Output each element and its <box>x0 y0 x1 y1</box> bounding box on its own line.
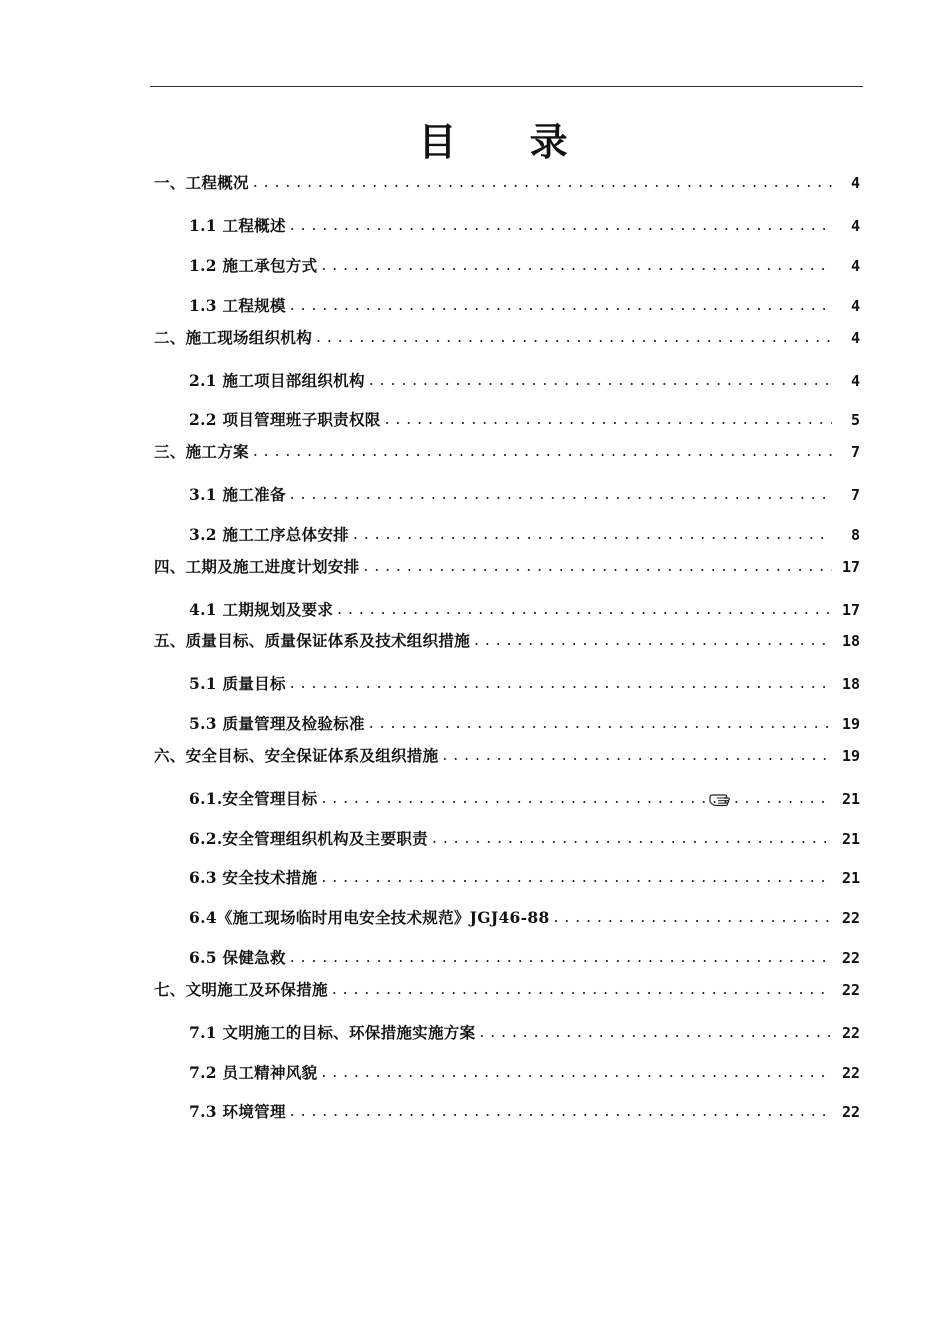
toc-entry[interactable] <box>189 946 860 970</box>
toc-entry-label: 六、安全目标、安全保证体系及组织措施 <box>154 746 439 765</box>
dot-leader <box>290 945 832 969</box>
dot-leader <box>290 482 832 506</box>
toc-entry[interactable] <box>154 326 860 350</box>
toc-entry-page-number: 21 <box>841 869 860 887</box>
dot-leader <box>253 170 832 194</box>
toc-entry-label: 6.5 保健急救 <box>189 948 286 967</box>
dot-leader <box>554 905 832 929</box>
toc-entry[interactable] <box>154 171 860 195</box>
toc-entry-label: 七、文明施工及环保措施 <box>154 980 328 999</box>
toc-entry[interactable] <box>154 440 860 464</box>
toc-entry-label: 1.1 工程概述 <box>189 216 286 235</box>
toc-title: 目 录 <box>418 120 598 164</box>
toc-entry-label: 7.1 文明施工的目标、环保措施实施方案 <box>189 1023 476 1042</box>
dot-leader <box>321 253 832 277</box>
toc-entry-page-number: 18 <box>841 675 860 693</box>
dot-leader <box>321 865 832 889</box>
toc-entry[interactable] <box>154 978 860 1002</box>
dot-leader <box>253 439 832 463</box>
toc-entry-page-number: 22 <box>841 949 860 967</box>
toc-entry-page-number: 8 <box>850 526 860 544</box>
dot-leader <box>290 213 832 237</box>
toc-entry-page-number: 17 <box>841 558 860 576</box>
dot-leader <box>385 407 832 431</box>
toc-entry-page-number: 19 <box>841 747 860 765</box>
toc-entry[interactable] <box>189 483 860 507</box>
dot-leader <box>474 628 832 652</box>
toc-entry[interactable] <box>189 294 860 318</box>
toc-entry-label: 7.2 员工精神风貌 <box>189 1063 318 1082</box>
toc-entry[interactable] <box>189 1061 860 1085</box>
toc-entry-page-number: 7 <box>850 486 860 504</box>
toc-entry-page-number: 4 <box>850 297 860 315</box>
pointing-hand-icon <box>708 789 734 809</box>
toc-entry-page-number: 22 <box>841 1064 860 1082</box>
toc-entry-label: 二、施工现场组织机构 <box>154 328 313 347</box>
dot-leader <box>290 1099 832 1123</box>
toc-entry-page-number: 22 <box>841 981 860 999</box>
toc-entry-page-number: 21 <box>841 790 860 808</box>
toc-entry-page-number: 22 <box>841 1103 860 1121</box>
dot-leader <box>363 554 832 578</box>
toc-entry-page-number: 19 <box>841 715 860 733</box>
dot-leader <box>316 325 832 349</box>
toc-entry-page-number: 5 <box>850 411 860 429</box>
toc-entry-page-number: 4 <box>850 174 860 192</box>
toc-entry-page-number: 4 <box>850 329 860 347</box>
toc-entry-page-number: 4 <box>850 257 860 275</box>
toc-entry-label: 7.3 环境管理 <box>189 1102 286 1121</box>
toc-entry-label: 3.1 施工准备 <box>189 485 286 504</box>
toc-entry-page-number: 22 <box>841 1024 860 1042</box>
toc-entry[interactable] <box>154 629 860 653</box>
dot-leader <box>369 711 832 735</box>
toc-entry[interactable] <box>189 906 860 930</box>
toc-entry-label: 5.3 质量管理及检验标准 <box>189 714 365 733</box>
toc-entry[interactable] <box>189 866 860 890</box>
toc-entry[interactable] <box>189 408 860 432</box>
toc-entry[interactable] <box>189 369 860 393</box>
toc-entry[interactable] <box>189 214 860 238</box>
toc-entry-label: 6.3 安全技术措施 <box>189 868 318 887</box>
header-rule <box>150 86 863 87</box>
toc-entry[interactable] <box>189 1021 860 1045</box>
toc-entry-label: 四、工期及施工进度计划安排 <box>154 557 360 576</box>
dot-leader <box>290 671 832 695</box>
toc-entry[interactable] <box>189 598 860 622</box>
toc-entry-label: 6.1.安全管理目标 <box>189 789 318 808</box>
toc-entry-page-number: 18 <box>841 632 860 650</box>
toc-entry[interactable] <box>189 254 860 278</box>
toc-entry-label: 3.2 施工工序总体安排 <box>189 525 349 544</box>
toc-entry-page-number: 22 <box>841 909 860 927</box>
dot-leader <box>442 743 832 767</box>
toc-entry[interactable] <box>189 672 860 696</box>
dot-leader <box>432 826 832 850</box>
toc-entry-label: 4.1 工期规划及要求 <box>189 600 334 619</box>
toc-entry-label: 1.3 工程规模 <box>189 296 286 315</box>
toc-entry-label: 1.2 施工承包方式 <box>189 256 318 275</box>
dot-leader <box>369 368 832 392</box>
toc-entry[interactable] <box>189 787 860 811</box>
toc-entry-page-number: 4 <box>850 372 860 390</box>
toc-entry-page-number: 17 <box>841 601 860 619</box>
toc-entry-label: 五、质量目标、质量保证体系及技术组织措施 <box>154 631 471 650</box>
dot-leader <box>337 597 832 621</box>
toc-entry-label: 6.4《施工现场临时用电安全技术规范》JGJ46-88 <box>189 908 550 927</box>
toc-entry-label: 2.2 项目管理班子职责权限 <box>189 410 381 429</box>
dot-leader <box>353 522 832 546</box>
toc-entry-label: 2.1 施工项目部组织机构 <box>189 371 365 390</box>
toc-entry[interactable] <box>154 744 860 768</box>
toc-entry-label: 5.1 质量目标 <box>189 674 286 693</box>
toc-entry-label: 6.2.安全管理组织机构及主要职责 <box>189 829 428 848</box>
dot-leader <box>479 1020 832 1044</box>
toc-entry-page-number: 4 <box>850 217 860 235</box>
toc-entry-label: 三、施工方案 <box>154 442 249 461</box>
dot-leader <box>332 977 832 1001</box>
toc-entry[interactable] <box>189 712 860 736</box>
toc-entry[interactable] <box>189 827 860 851</box>
toc-entry-label: 一、工程概况 <box>154 173 249 192</box>
toc-entry[interactable] <box>154 555 860 579</box>
toc-entry[interactable] <box>189 1100 860 1124</box>
toc-entry[interactable] <box>189 523 860 547</box>
toc-entry-page-number: 21 <box>841 830 860 848</box>
dot-leader <box>321 786 832 810</box>
dot-leader <box>321 1060 832 1084</box>
dot-leader <box>290 293 832 317</box>
toc-entry-page-number: 7 <box>850 443 860 461</box>
